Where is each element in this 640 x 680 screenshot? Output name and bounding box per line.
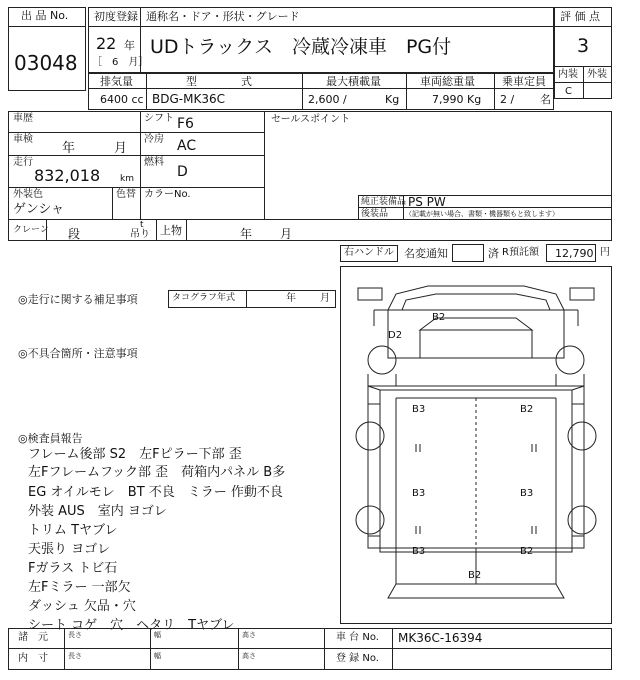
recycle-done-label: 済 [488,247,499,260]
damage-mark: B2 [520,546,534,557]
interior-grade: C [565,86,572,97]
registration-label: 登 録 No. [336,653,379,664]
chassis-number: MK36C-16394 [398,631,483,645]
crane-ton-label: t [140,220,144,230]
capacity-label: 乗車定員 [502,75,546,88]
history-label: 車歴 [13,113,33,124]
lot-number: 03048 [14,51,78,75]
damage-mark: D2 [388,330,403,341]
damage-mark: B3 [412,404,426,415]
upper-year-unit: 年 [240,227,253,241]
exterior-label: 外装 [587,69,607,80]
crane-stage-label: 段 [68,227,81,241]
footer-table [8,628,612,670]
shaken-year-unit: 年 [62,141,76,156]
score-label: 評 価 点 [560,10,600,23]
damage-mark: B3 [412,546,426,557]
year-label: 年 [124,39,135,52]
mileage-unit: km [120,174,134,184]
damage-mark: B3 [520,488,534,499]
inspector-line: 左Fミラー 一部欠 [28,580,131,595]
model-label: 型 式 [186,75,252,88]
first-reg-label: 初度登録 [94,10,138,23]
right-hand-label: 右ハンドル [344,247,394,258]
vehicle-damage-diagram [340,266,612,624]
color-value: ゲンシャ [13,202,65,217]
capacity-value: 2 / [500,93,515,106]
interior-label: 内装 [558,69,578,80]
damage-mark: B2 [520,404,534,415]
damage-mark: B2 [432,312,446,323]
width-label: 幅 [154,652,161,660]
upper-month-unit: 月 [280,227,293,241]
upper-label: 上物 [160,224,182,237]
fuel-value: D [177,164,188,180]
inspector-line: ダッシュ 欠品・穴 [28,599,136,614]
yen-label: 円 [600,247,610,258]
aftermarket-label: 後装品 [361,209,389,219]
shift-label: シフト [144,113,174,124]
tachograph-month-unit: 月 [320,293,330,304]
grade-label: 通称名・ドア・形状・グレード [146,10,300,23]
color-change-label: 色替 [116,189,136,200]
aircon-value: AC [177,138,197,154]
inspector-line: トリム Tヤブレ [28,523,118,538]
inspector-line: 左Fフレームフック部 歪 荷箱内パネル B多 [28,465,286,480]
aircon-label: 冷房 [144,134,164,145]
color-label: 外装色 [13,189,43,200]
capacity-unit: 名 [540,93,551,106]
gross-weight-label: 車両総重量 [420,75,475,88]
notes-label: 諸 元 [18,632,48,643]
damage-mark: B3 [412,488,426,499]
color-number-label: カラーNo. [144,189,191,200]
equipment-value: PS PW [408,195,446,209]
inspector-line: Fガラス トビ石 [28,561,118,576]
fuel-label: 燃料 [144,157,164,168]
inspector-line: EG オイルモレ BT 不良 ミラー 作動不良 [28,485,283,500]
shaken-label: 車検 [13,134,33,145]
max-load-unit: Kg [385,93,400,106]
model-value: BDG-MK36C [152,92,225,106]
interior-dim-label: 内 寸 [18,653,48,664]
inspector-line: 外装 AUS 室内 ヨゴレ [28,504,167,519]
tachograph-label: タコグラフ年式 [172,293,236,303]
defects-label: ◎不具合箇所・注意事項 [18,347,138,360]
first-reg-month: ［ 6 月］ [92,57,149,68]
gross-weight-value: 7,990 Kg [432,93,482,106]
sales-point-label: セールスポイント [271,114,351,125]
tachograph-year-unit: 年 [286,293,296,304]
first-reg-year: 22 [96,34,117,53]
height-label: 高さ [242,631,256,639]
score-value: 3 [577,35,590,57]
chassis-label: 車 台 No. [336,632,379,643]
inspector-line: シート コゲ 穴 ヘタリ Tヤブレ [28,618,235,633]
shift-value: F6 [177,116,194,132]
driving-remarks-label: ◎走行に関する補足事項 [18,293,138,306]
name-change-box [452,244,484,262]
max-load-value: 2,600 / [308,93,347,106]
shaken-month-unit: 月 [114,141,128,156]
recycle-deposit-label: R預託額 [502,247,539,258]
inspector-label: ◎検査員報告 [18,432,83,445]
inspector-line: フレーム後部 S2 左Fピラー下部 歪 [28,447,242,462]
aftermarket-note: （記載が無い場合、書類・機器類もと致します） [405,210,559,218]
inspector-line: 天張り ヨゴレ [28,542,111,557]
crane-label: クレーン [13,225,49,235]
crane-lift-label: 吊り [130,229,150,240]
mileage-label: 走行 [13,157,33,168]
height-label: 高さ [242,652,256,660]
length-label: 長さ [68,652,82,660]
width-label: 幅 [154,631,161,639]
mileage-value: 832,018 [34,166,101,185]
damage-mark: B2 [468,570,482,581]
lot-label: 出 品 No. [21,9,69,22]
max-load-label: 最大積載量 [326,75,381,88]
name-change-label: 名変通知 [404,247,448,260]
recycle-deposit-value: 12,790 [555,247,594,260]
vehicle-title: UDトラックス 冷蔵冷凍車 PG付 [150,36,452,58]
equipment-label: 純正装備品 [361,197,407,207]
displacement-value: 6400 cc [100,93,144,106]
length-label: 長さ [68,631,82,639]
displacement-label: 排気量 [100,75,133,88]
